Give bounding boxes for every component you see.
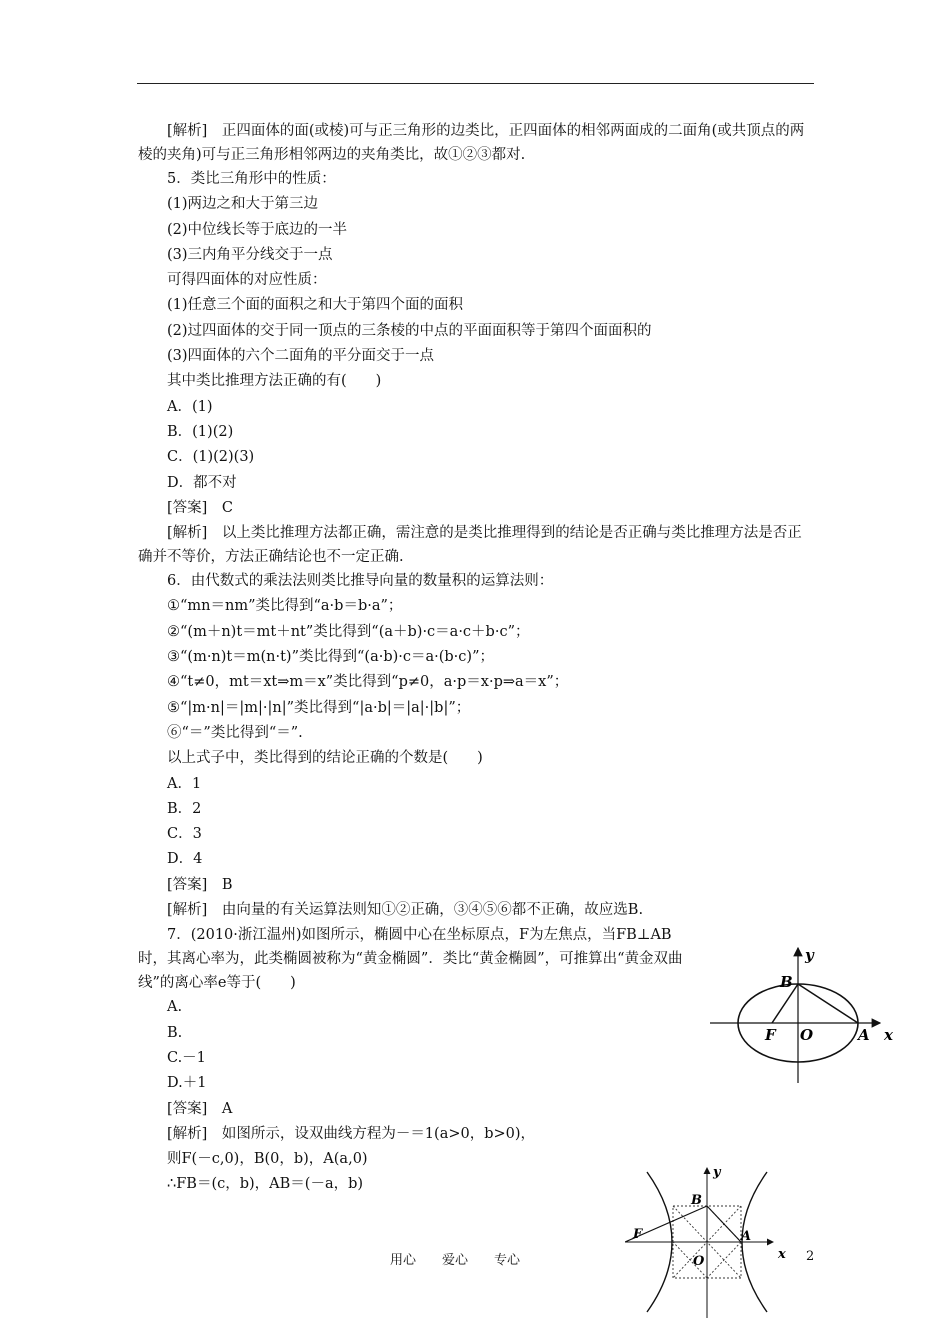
label-a: A [858, 1026, 870, 1044]
q7-option-a: A. [167, 999, 183, 1016]
q6-item-4: ④“t≠0，mt＝xt⇒m＝x”类比得到“p≠0，a·p＝x·p⇒a＝x”； [167, 674, 569, 691]
page-number: 2 [806, 1249, 815, 1264]
header-rule [137, 83, 814, 84]
q7-points: 则F(－c,0)，B(0，b)，A(a,0) [167, 1151, 368, 1168]
question-6-stem: 6．由代数式的乘法法则类比推导向量的数量积的运算法则： [167, 573, 554, 590]
tetrahedron-property-1: (1)任意三个面的面积之和大于第四个面的面积 [167, 297, 464, 314]
tetrahedron-property-3: (3)四面体的六个二面角的平分面交于一点 [167, 348, 435, 365]
segment-ba [707, 1206, 741, 1242]
q5-answer: [答案] C [167, 499, 233, 516]
hyperbola-figure [625, 1162, 800, 1324]
q5-option-d: D．都不对 [167, 474, 237, 491]
q7-option-d: D.＋1 [167, 1075, 207, 1092]
q5-option-c: C．(1)(2)(3) [167, 449, 255, 466]
q7-option-b: B. [167, 1024, 183, 1041]
hyperbola-diagram [625, 1162, 800, 1320]
q6-analysis: [解析] 由向量的有关运算法则知①②正确，③④⑤⑥都不正确，故应选B. [167, 902, 644, 919]
question-5-ask: 其中类比推理方法正确的有( ) [167, 373, 382, 390]
q5-option-b: B．(1)(2) [167, 423, 234, 440]
label-f: F [633, 1227, 643, 1242]
label-a: A [741, 1229, 752, 1244]
label-x: x [884, 1026, 893, 1044]
q6-item-6: ⑥“＝”类比得到“＝”. [167, 724, 303, 741]
analysis-q4: [解析] 正四面体的面(或棱)可与正三角形的边类比，正四面体的相邻两面成的二面角(或共顶点的两棱的夹角)可与正三角形相邻两边的夹角类比，故①②③都对. [138, 123, 805, 163]
q7-option-c: C.－1 [167, 1049, 206, 1066]
q7-answer: [答案] A [167, 1100, 233, 1117]
label-o: O [800, 1026, 814, 1044]
label-y: y [713, 1165, 721, 1180]
label-y: y [805, 946, 814, 964]
tetrahedron-intro: 可得四面体的对应性质： [167, 272, 327, 289]
q6-item-3: ③“(m·n)t＝m(n·t)”类比得到“(a·b)·c＝a·(b·c)”； [167, 649, 494, 666]
q5-analysis: [解析] 以上类比推理方法都正确，需注意的是类比推理得到的结论是否正确与类比推理方法是否正确并不等价，方法正确结论也不一定正确. [138, 525, 802, 566]
q6-option-b: B．2 [167, 800, 202, 817]
ellipse-diagram [708, 940, 898, 1085]
label-o: O [693, 1254, 705, 1269]
label-f: F [765, 1026, 776, 1044]
q6-option-c: C．3 [167, 826, 202, 843]
q6-item-2: ②“(m＋n)t＝mt＋nt”类比得到“(a＋b)·c＝a·c＋b·c”； [167, 623, 530, 640]
label-b: B [691, 1193, 702, 1208]
tetrahedron-property-2: (2)过四面体的交于同一顶点的三条棱的中点的平面面积等于第四个面面积的 [167, 322, 652, 339]
triangle-property-1: (1)两边之和大于第三边 [167, 196, 319, 213]
label-b: B [780, 973, 793, 991]
q6-option-a: A．1 [167, 775, 202, 792]
q6-option-d: D．4 [167, 851, 203, 868]
question-5-stem: 5．类比三角形中的性质： [167, 171, 336, 187]
q6-item-5: ⑤“|m·n|＝|m|·|n|”类比得到“|a·b|＝|a|·|b|”； [167, 699, 471, 716]
footer-slogan: 用心 爱心 专心 [390, 1253, 521, 1268]
label-x: x [778, 1247, 786, 1262]
q5-option-a: A．(1) [167, 398, 213, 415]
q7-analysis: [解析] 如图所示，设双曲线方程为－＝1(a>0，b>0)， [167, 1125, 536, 1142]
triangle-property-3: (3)三内角平分线交于一点 [167, 246, 333, 263]
question-6-ask: 以上式子中，类比得到的结论正确的个数是( ) [167, 750, 483, 767]
question-7-stem: 7．(2010·浙江温州)如图所示，椭圆中心在坐标原点，F为左焦点，当FB⊥AB时，其离心率为，此类椭圆被称为“黄金椭圆”．类比“黄金椭圆”，可推算出“黄金双曲线”的离心率e等于( ) [138, 927, 683, 992]
q6-item-1: ①“mn＝nm”类比得到“a·b＝b·a”； [167, 598, 403, 615]
q6-answer: [答案] B [167, 876, 233, 893]
ellipse-figure [708, 940, 898, 1089]
triangle-property-2: (2)中位线长等于底边的一半 [167, 221, 348, 238]
q7-vectors: ∴FB＝(c，b)，AB＝(－a，b) [167, 1176, 364, 1193]
